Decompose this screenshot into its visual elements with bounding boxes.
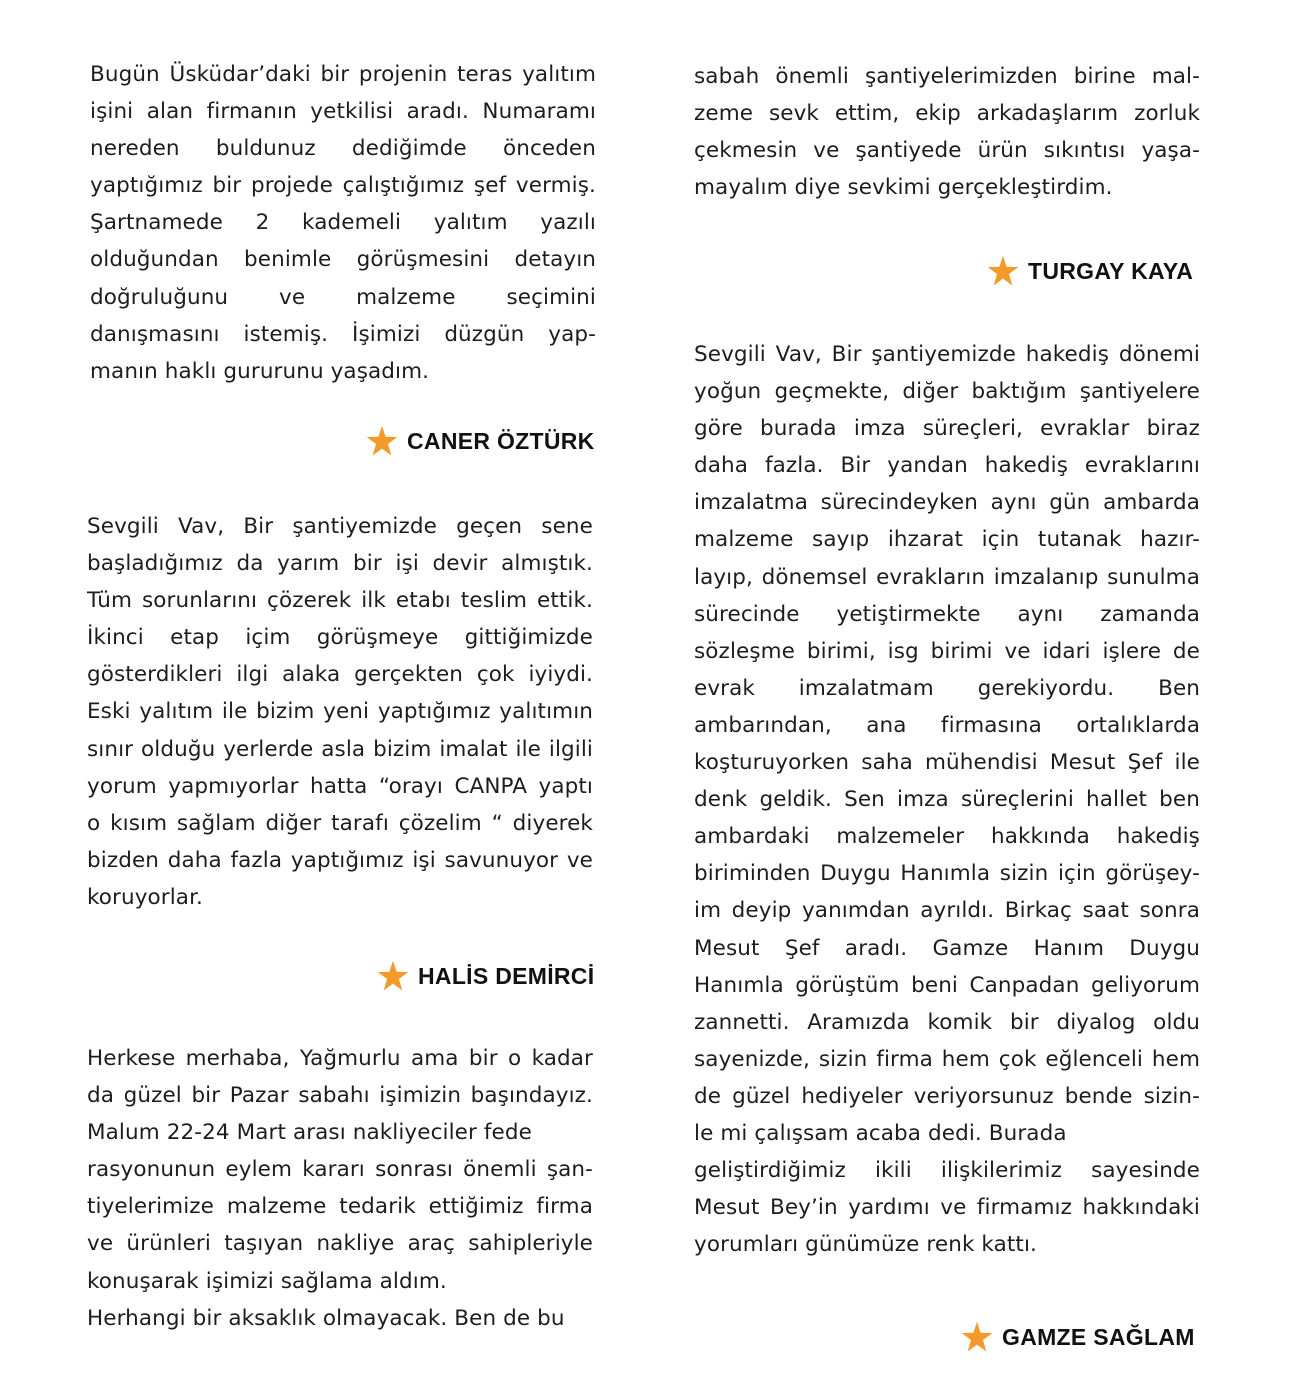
star-icon: [960, 1320, 994, 1354]
signature-gamze-saglam: [960, 1320, 1195, 1354]
text-line: Şartnamede 2 kademeli yalıtım yazılı: [90, 210, 596, 236]
text-line: yorum yapmıyorlar hatta “orayı CANPA yaptı: [87, 773, 593, 799]
star-icon: [365, 424, 399, 458]
text-line: rasyonunun eylem kararı sonrası önemli şan-: [87, 1157, 593, 1183]
text-line: sınır olduğu yerlerde asla bizim imalat ile ilgili: [87, 736, 593, 762]
text-line: o kısım sağlam diğer tarafı çözelim “ diyerek: [87, 810, 593, 836]
text-line: göre burada imza süreçleri, evraklar biraz: [694, 416, 1200, 442]
text-line: evrak imzalatmam gerekiyordu. Ben: [694, 675, 1200, 701]
text-line: imzalatma sürecindeyken aynı gün ambarda: [694, 490, 1200, 516]
testimonial-text-2: [87, 508, 593, 916]
text-line: im deyip yanımdan ayrıldı. Birkaç saat sonra: [694, 898, 1200, 924]
text-line: koruyorlar.: [87, 884, 203, 910]
signature-name: GAMZE SAĞLAM: [1002, 1323, 1195, 1350]
testimonial-text-4: [694, 336, 1200, 1263]
text-line: sayenizde, sizin firma hem çok eğlenceli hem: [694, 1046, 1200, 1072]
text-line: yaptığımız bir projede çalıştığımız şef vermiş.: [90, 173, 596, 199]
text-line: daha fazla. Bir yandan hakediş evraklarını: [694, 453, 1200, 479]
text-line: danışmasını istemiş. İşimizi düzgün yap-: [90, 321, 596, 347]
text-line: zannetti. Aramızda komik bir diyalog oldu: [694, 1009, 1200, 1035]
text-line: çekmesin ve şantiyede ürün sıkıntısı yaşa-: [694, 138, 1200, 164]
signature-halis-demirci: [376, 959, 594, 993]
signature-name: HALİS DEMİRCİ: [418, 962, 595, 989]
text-line: Sevgili Vav, Bir şantiyemizde geçen sene: [87, 514, 593, 539]
text-line: ambarından, ana firmasına ortalıklarda: [694, 712, 1200, 738]
text-line: manın haklı gururunu yaşadım.: [90, 358, 430, 384]
text-line: Herhangi bir aksaklık olmayacak. Ben de bu: [87, 1305, 565, 1331]
text-line: geliştirdiğimiz ikili ilişkilerimiz sayesinde: [694, 1158, 1200, 1184]
text-line: tiyelerimize malzeme tedarik ettiğimiz firma: [87, 1194, 593, 1220]
testimonial-text-1: [90, 56, 596, 390]
text-line: konuşarak işimizi sağlama aldım.: [87, 1268, 447, 1294]
text-line: ambardaki malzemeler hakkında hakediş: [694, 824, 1200, 850]
text-line: Mesut Şef aradı. Gamze Hanım Duygu: [694, 935, 1200, 961]
text-line: de güzel hediyeler veriyorsunuz bende sizin-: [694, 1083, 1200, 1109]
text-line: layıp, dönemsel evrakların imzalanıp sunulma: [694, 564, 1200, 590]
signature-name: CANER ÖZTÜRK: [407, 427, 595, 454]
star-icon: [376, 959, 410, 993]
text-line: Herkese merhaba, Yağmurlu ama bir o kadar: [87, 1046, 593, 1071]
text-line: sabah önemli şantiyelerimizden birine mal-: [694, 64, 1200, 89]
signature-turgay-kaya: [986, 254, 1193, 288]
text-line: le mi çalışsam acaba dedi. Burada: [694, 1120, 1067, 1146]
text-line: da güzel bir Pazar sabahı işimizin başındayız.: [87, 1083, 593, 1109]
text-line: Sevgili Vav, Bir şantiyemizde hakediş dönemi: [694, 342, 1200, 367]
star-icon: [986, 254, 1020, 288]
text-line: ve ürünleri taşıyan nakliye araç sahipleriyle: [87, 1231, 593, 1257]
text-line: yorumları günümüze renk kattı.: [694, 1232, 1037, 1258]
signature-caner-ozturk: [365, 424, 595, 458]
testimonial-text-3: [87, 1040, 593, 1337]
text-line: yoğun geçmekte, diğer baktığım şantiyelere: [694, 379, 1200, 405]
text-line: doğruluğunu ve malzeme seçimini: [90, 284, 596, 310]
text-line: mayalım diye sevkimi gerçekleştirdim.: [694, 175, 1113, 201]
text-line: başladığımız da yarım bir işi devir almıştık.: [87, 551, 593, 577]
text-line: İkinci etap içim görüşmeye gittiğimizde: [87, 625, 593, 651]
text-line: koşturuyorken saha mühendisi Mesut Şef ile: [694, 750, 1200, 776]
text-line: Bugün Üsküdar’daki bir projenin teras yalıtım: [90, 62, 596, 87]
text-line: Mesut Bey’in yardımı ve firmamız hakkındaki: [694, 1195, 1200, 1221]
text-line: Tüm sorunlarını çözerek ilk etabı teslim ettik.: [87, 588, 593, 614]
text-line: sözleşme birimi, isg birimi ve idari işlere de: [694, 638, 1200, 664]
text-line: olduğundan benimle görüşmesini detayın: [90, 247, 596, 273]
text-line: zeme sevk ettim, ekip arkadaşlarım zorluk: [694, 101, 1200, 127]
text-line: Malum 22-24 Mart arası nakliyeciler fede: [87, 1120, 532, 1146]
text-line: bizden daha fazla yaptığımız işi savunuyor ve: [87, 847, 593, 873]
testimonial-text-3-continued: [694, 58, 1200, 206]
text-line: nereden buldunuz dediğimde önceden: [90, 136, 596, 162]
text-line: Eski yalıtım ile bizim yeni yaptığımız yalıtımın: [87, 699, 593, 725]
text-line: Hanımla görüştüm beni Canpadan geliyorum: [694, 972, 1200, 998]
text-line: malzeme sayıp ihzarat için tutanak hazır-: [694, 527, 1200, 553]
text-line: biriminden Duygu Hanımla sizin için görüşey-: [694, 861, 1200, 887]
text-line: işini alan firmanın yetkilisi aradı. Numaramı: [90, 99, 596, 125]
text-line: sürecinde yetiştirmekte aynı zamanda: [694, 601, 1200, 627]
text-line: gösterdikleri ilgi alaka gerçekten çok iyiydi.: [87, 662, 593, 688]
text-line: denk geldik. Sen imza süreçlerini hallet ben: [694, 787, 1200, 813]
signature-name: TURGAY KAYA: [1028, 257, 1194, 284]
